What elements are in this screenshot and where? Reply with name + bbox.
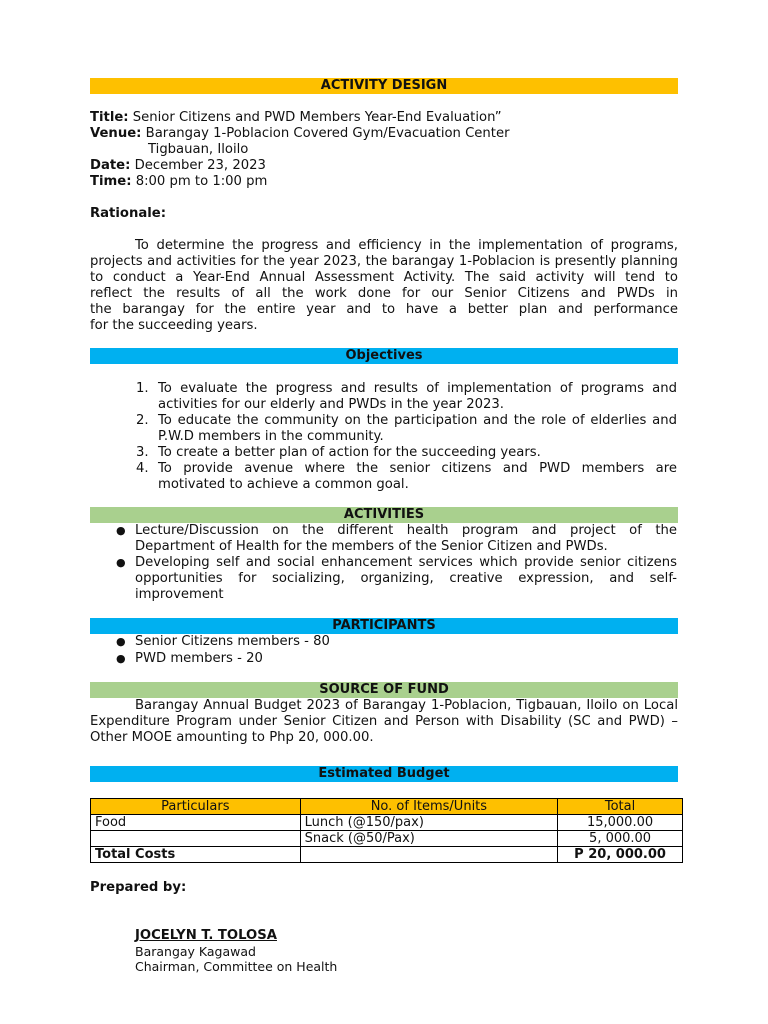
table-header-row	[91, 799, 683, 815]
objective-number: 4.	[136, 461, 149, 476]
estimated-budget-header: Estimated Budget	[90, 766, 678, 782]
table-row	[91, 815, 683, 831]
venue-value-line2: Tigbauan, Iloilo	[148, 142, 249, 157]
bullet-icon: ●	[116, 652, 126, 665]
table-cell: Lunch (@150/pax)	[300, 815, 558, 831]
time-label: Time:	[90, 174, 132, 189]
signatory-position: Barangay Kagawad	[135, 944, 256, 959]
rationale-heading: Rationale:	[90, 206, 166, 221]
participant-text: Senior Citizens members - 80	[135, 634, 330, 649]
objective-text: To educate the community on the participation and the role of elderlies and	[158, 413, 677, 428]
rationale-line: for the succeeding years.	[90, 318, 258, 333]
objective-number: 1.	[136, 381, 149, 396]
objective-text: To create a better plan of action for the succeeding years.	[158, 445, 541, 460]
date-row	[90, 158, 266, 173]
activity-text: Lecture/Discussion on the different health program and project of the	[135, 523, 677, 538]
signatory-name: JOCELYN T. TOLOSA	[135, 928, 277, 943]
column-header: No. of Items/Units	[300, 799, 558, 815]
objective-number: 2.	[136, 413, 149, 428]
prepared-by-label: Prepared by:	[90, 880, 187, 895]
date-label: Date:	[90, 158, 131, 173]
total-label: Total Costs	[91, 847, 301, 863]
table-cell	[300, 847, 558, 863]
rationale-line: To determine the progress and efficiency in the implementation of programs,	[135, 238, 678, 253]
objective-text: To evaluate the progress and results of implementation of programs and	[158, 381, 677, 396]
total-row	[91, 847, 683, 863]
objective-text: activities for our elderly and PWDs in the year 2023.	[158, 397, 504, 412]
column-header: Particulars	[91, 799, 301, 815]
title-row	[90, 110, 502, 125]
activity-text: Developing self and social enhancement services which provide senior citizens	[135, 555, 677, 570]
bullet-icon: ●	[116, 556, 126, 569]
column-header: Total	[558, 799, 683, 815]
participant-text: PWD members - 20	[135, 651, 263, 666]
budget-table	[90, 798, 683, 863]
objective-text: motivated to achieve a common goal.	[158, 477, 409, 492]
table-cell: Food	[91, 815, 301, 831]
rationale-line: to conduct a Year-End Annual Assessment Activity. The said activity will tend to	[90, 270, 678, 285]
table-cell: Snack (@50/Pax)	[300, 831, 558, 847]
time-value: 8:00 pm to 1:00 pm	[135, 174, 268, 189]
objective-number: 3.	[136, 445, 149, 460]
source-of-fund-header: SOURCE OF FUND	[90, 682, 678, 698]
table-cell: 15,000.00	[558, 815, 683, 831]
objective-text: To provide avenue where the senior citizens and PWD members are	[158, 461, 677, 476]
venue-label: Venue:	[90, 126, 142, 141]
rationale-line: the barangay for the entire year and to have a better plan and performance	[90, 302, 678, 317]
bullet-icon: ●	[116, 524, 126, 537]
signatory-committee: Chairman, Committee on Health	[135, 959, 338, 974]
objectives-header: Objectives	[90, 348, 678, 364]
activity-text: opportunities for socializing, organizing, creative expression, and self-	[135, 571, 677, 586]
fund-line: Barangay Annual Budget 2023 of Barangay 1-Poblacion, Tigbauan, Iloilo on Local	[135, 698, 678, 713]
table-cell	[91, 831, 301, 847]
rationale-line: reflect the results of all the work done for our Senior Citizens and PWDs in	[90, 286, 678, 301]
bullet-icon: ●	[116, 635, 126, 648]
fund-line: Expenditure Program under Senior Citizen and Person with Disability (SC and PWD) –	[90, 714, 678, 729]
activity-text: improvement	[135, 587, 224, 602]
table-row	[91, 831, 683, 847]
venue-row	[90, 126, 510, 141]
date-value: December 23, 2023	[134, 158, 266, 173]
table-cell: 5, 000.00	[558, 831, 683, 847]
activities-header: ACTIVITIES	[90, 507, 678, 523]
activity-design-header: ACTIVITY DESIGN	[90, 78, 678, 94]
total-value: P 20, 000.00	[558, 847, 683, 863]
participants-header: PARTICIPANTS	[90, 618, 678, 634]
fund-line: Other MOOE amounting to Php 20, 000.00.	[90, 730, 374, 745]
venue-value: Barangay 1-Poblacion Covered Gym/Evacuation Center	[145, 126, 510, 141]
title-label: Title:	[90, 110, 129, 125]
objective-text: P.W.D members in the community.	[158, 429, 384, 444]
time-row	[90, 174, 267, 189]
rationale-line: projects and activities for the year 2023, the barangay 1-Poblacion is presently planning	[90, 254, 678, 269]
title-value: Senior Citizens and PWD Members Year-End Evaluation”	[132, 110, 502, 125]
activity-text: Department of Health for the members of the Senior Citizen and PWDs.	[135, 539, 608, 554]
